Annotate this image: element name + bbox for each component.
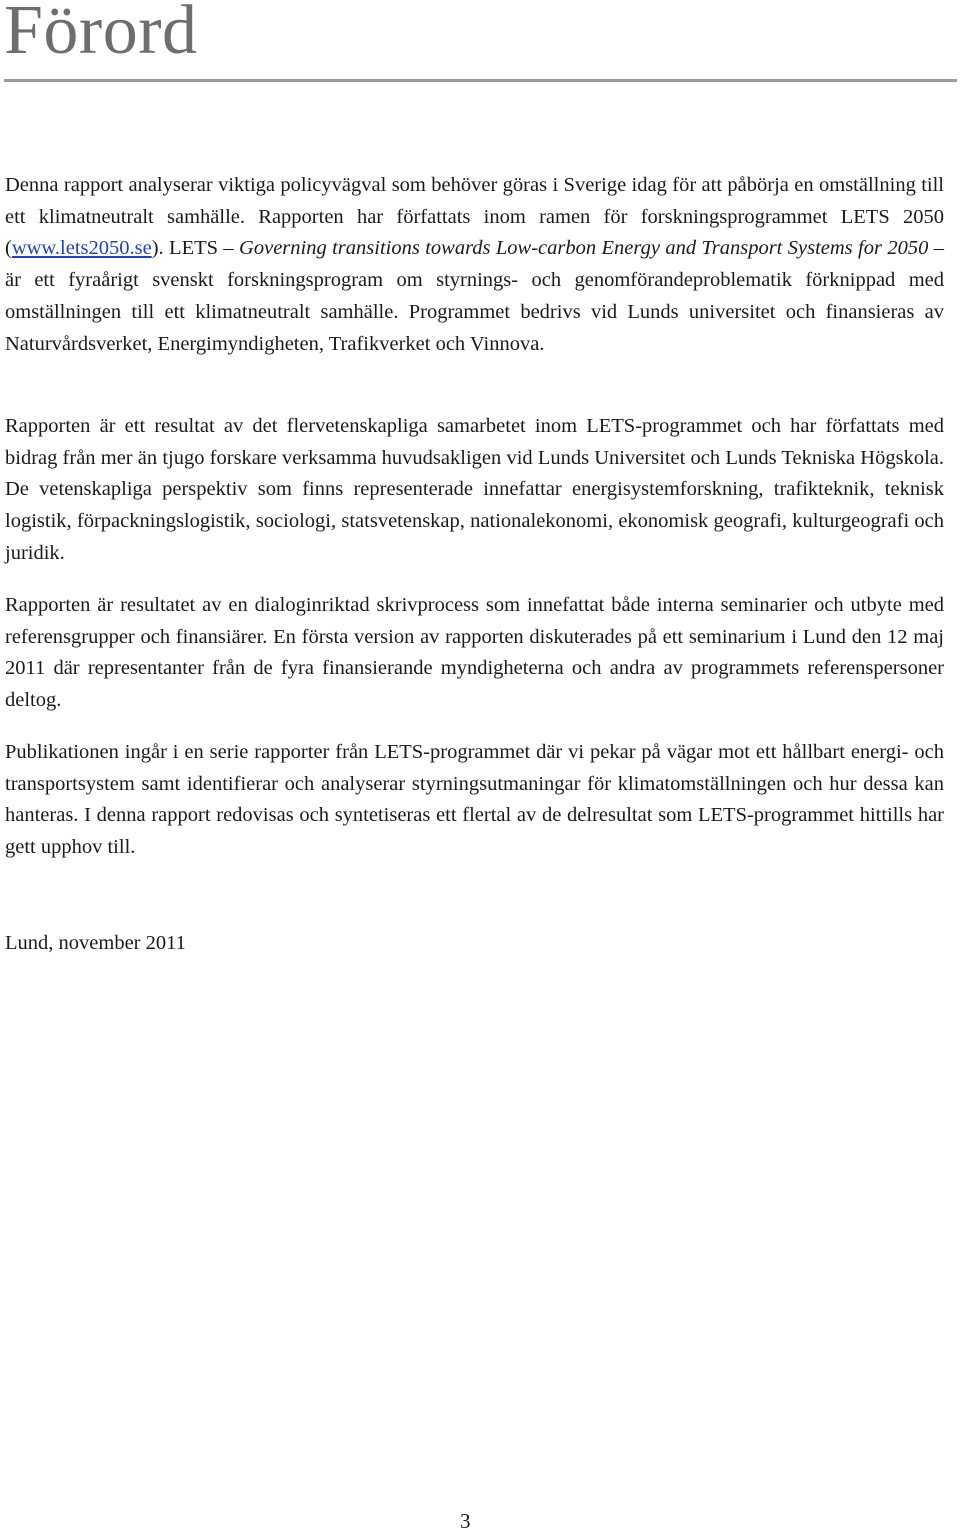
lets2050-link[interactable]: www.lets2050.se xyxy=(11,237,152,260)
intro-text-before-link: Denna rapport analyserar viktiga policyvägval som behöver göras i Sverige idag för att påbörja en omställning till ett klimatneutralt samhälle. Rapporten har författats inom ramen för forskningsprogrammet LETS 2050 ( xyxy=(5,174,944,260)
paragraph-publication-series: Publikationen ingår i en serie rapporter från LETS-programmet där vi pekar på vägar mot ett hållbart energi- och transportsystem samt identifierar och analyserar styrningsutmaningar för klimatomställningen och hur dessa kan hanteras. I denna rapport redovisas och syntetiseras ett flertal av de delresultat som LETS-programmet hittills har gett upphov till. xyxy=(5,741,944,859)
page-title: Förord xyxy=(4,0,198,69)
paragraph-intro xyxy=(5,170,944,360)
intro-text-end: – är ett fyraårigt svenskt forskningsprogram om styrnings- och genomförandeproblematik förknippad med omställningen till ett klimatneutralt samhälle. Programmet bedrivs vid Lunds universitet och finansieras av Naturvårdsverket, Energimyndigheten, Trafikverket och Vinnova. xyxy=(5,237,944,355)
paragraph-research-team: Rapporten är ett resultat av det flervetenskapliga samarbetet inom LETS-programmet och har författats med bidrag från mer än tjugo forskare verksamma huvudsakligen vid Lunds Universitet och Lunds Tekniska Högskola. De vetenskapliga perspektiv som finns representerade innefattar energisystemforskning, trafikteknik, teknisk logistik, förpackningslogistik, sociologi, statsvetenskap, nationalekonomi, ekonomisk geografi, kulturgeografi och juridik. xyxy=(5,415,944,564)
page-number: 3 xyxy=(460,1509,471,1533)
title-divider xyxy=(4,79,957,82)
program-full-name: Governing transitions towards Low-carbon Energy and Transport Systems for 2050 xyxy=(239,237,929,260)
signature-line: Lund, november 2011 xyxy=(5,932,186,954)
paragraph-process: Rapporten är resultatet av en dialoginriktad skrivprocess som innefattat både interna seminarier och utbyte med referensgrupper och finansiärer. En första version av rapporten diskuterades på ett seminarium i Lund den 12 maj 2011 där representanter från de fyra finansierande myndigheterna och andra av programmets referenspersoner deltog. xyxy=(5,594,944,712)
intro-text-after-link: ). LETS – xyxy=(151,237,240,260)
